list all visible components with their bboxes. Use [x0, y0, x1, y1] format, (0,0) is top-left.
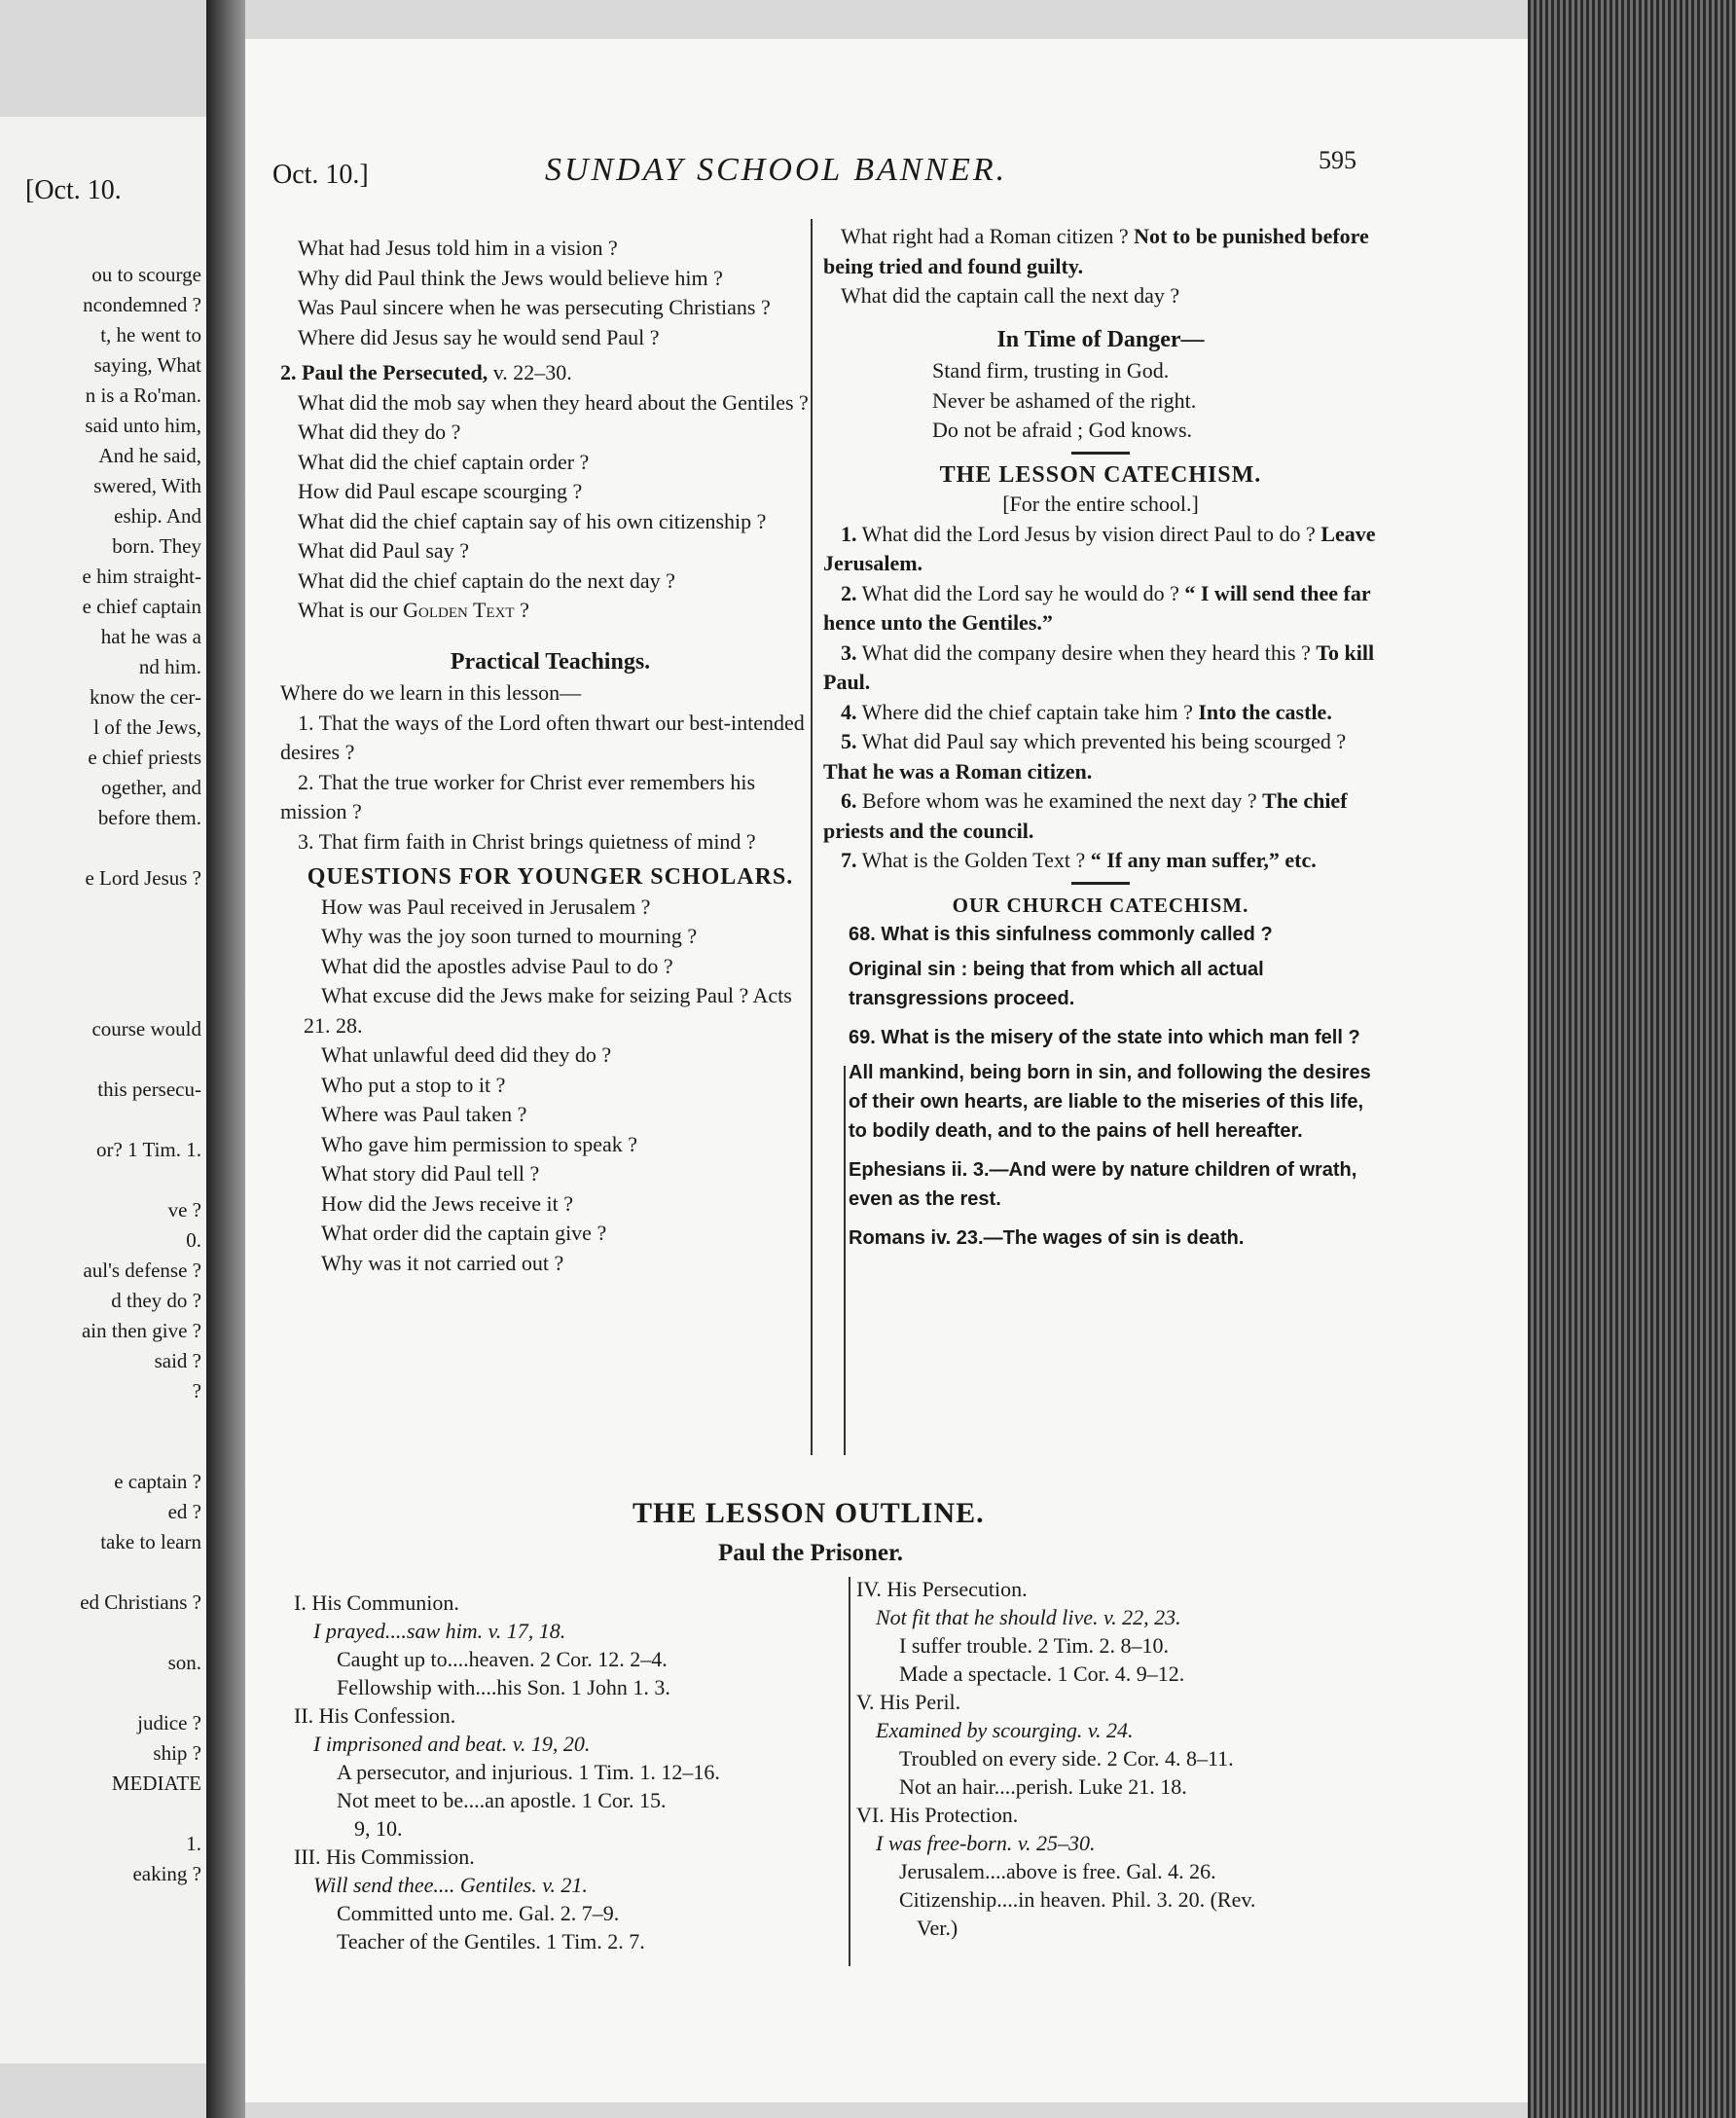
previous-page-line: And he said,: [98, 444, 201, 467]
right-question-1: [823, 222, 1378, 281]
book-gutter: [206, 0, 245, 2118]
outline-entry: Fellowship with....his Son. 1 John 1. 3.: [337, 1675, 670, 1699]
outline-subtitle: Paul the Prisoner.: [718, 1540, 904, 1566]
question: 3. That firm faith in Christ brings quietness of mind ?: [298, 828, 756, 854]
outline-entry: I was free-born. v. 25–30.: [876, 1831, 1096, 1855]
previous-page-line: n is a Ro'man.: [85, 383, 201, 407]
previous-page-line: saying, What: [93, 353, 201, 377]
previous-page-line: 1.: [186, 1832, 201, 1855]
previous-page-line: before them.: [97, 806, 201, 829]
catechism-number: 7.: [841, 848, 857, 872]
previous-page-line: aul's defense ?: [83, 1259, 201, 1282]
outline-entry: III. His Commission.: [294, 1844, 475, 1869]
catechism-number: 6.: [841, 788, 857, 813]
danger-lines: [823, 356, 1378, 446]
church-catechism: [823, 920, 1378, 1253]
outline-right: [856, 1575, 1401, 1942]
question: Who gave him permission to speak ?: [321, 1131, 638, 1156]
catechism-question: What did the Lord say he would do ?: [861, 580, 1179, 605]
question: Who put a stop to it ?: [321, 1072, 506, 1097]
previous-page-line: 0.: [186, 1228, 201, 1252]
catechism-item: [823, 846, 1378, 876]
intro-questions: [280, 234, 820, 352]
previous-page-line: ed Christians ?: [80, 1590, 201, 1614]
previous-page-line: son.: [167, 1651, 201, 1674]
outline-entry: Teacher of the Gentiles. 1 Tim. 2. 7.: [337, 1929, 645, 1954]
header-title: SUNDAY SCHOOL BANNER.: [545, 152, 1008, 188]
outline-entry: I. His Communion.: [294, 1590, 459, 1615]
catechism-question: What did the company desire when they heard this ?: [861, 639, 1311, 665]
question: How did Paul escape scourging ?: [298, 479, 583, 503]
outline-entry: Made a spectacle. 1 Cor. 4. 9–12.: [899, 1662, 1185, 1686]
catechism-sub: [For the entire school.]: [1002, 492, 1199, 516]
question: What did the chief captain say of his own citizenship ?: [298, 508, 767, 533]
outline-entry: Not meet to be....an apostle. 1 Cor. 15.: [337, 1788, 667, 1812]
outline-title: THE LESSON OUTLINE.: [633, 1497, 985, 1529]
question: What did the chief captain order ?: [298, 449, 590, 474]
catechism-list: [823, 520, 1378, 876]
question: What did they do ?: [298, 420, 461, 444]
outline-entry: II. His Confession.: [294, 1703, 456, 1728]
previous-page-line: nd him.: [138, 655, 201, 678]
previous-page-line: l of the Jews,: [93, 715, 201, 739]
outline-entry: I suffer trouble. 2 Tim. 2. 8–10.: [899, 1633, 1170, 1658]
outline-left: [294, 1588, 849, 1955]
catechism-number: 5.: [841, 729, 857, 753]
younger-title: QUESTIONS FOR YOUNGER SCHOLARS.: [307, 864, 794, 890]
golden-text-question: [280, 596, 820, 626]
catechism-number: 4.: [841, 699, 857, 724]
catechism-item: [823, 639, 1378, 698]
section-2-heading: [280, 358, 820, 388]
catechism-item: [823, 579, 1378, 639]
catechism-number: 2.: [841, 580, 857, 605]
question: What did the chief captain do the next day ?: [298, 567, 675, 593]
question: Why was it not carried out ?: [321, 1250, 564, 1275]
question: What story did Paul tell ?: [321, 1161, 540, 1186]
outline-entry: Not fit that he should live. v. 22, 23.: [876, 1605, 1181, 1629]
previous-page-line: ?: [192, 1379, 201, 1403]
question: Why did Paul think the Jews would believe him ?: [298, 265, 723, 290]
practical-intro: Where do we learn in this lesson—: [280, 680, 582, 705]
catechism-question: Before whom was he examined the next day ?: [862, 788, 1257, 813]
previous-page-line: ain then give ?: [81, 1319, 201, 1342]
question: What did the apostles advise Paul to do ?: [321, 953, 673, 978]
previous-page-line: ncondemned ?: [83, 293, 201, 316]
previous-page-line: ve ?: [167, 1198, 201, 1222]
section-2-ref: v. 22–30.: [492, 360, 572, 384]
catechism-item: [823, 520, 1378, 579]
outline-entry: V. His Peril.: [856, 1690, 961, 1714]
previous-page-line: e captain ?: [114, 1470, 201, 1493]
younger-questions: [280, 893, 820, 1279]
question: What had Jesus told him in a vision ?: [298, 236, 618, 260]
catechism-question: What did the Lord Jesus by vision direct Paul to do ?: [861, 521, 1316, 546]
outline-entry: Troubled on every side. 2 Cor. 4. 8–11.: [899, 1746, 1234, 1771]
catechism-number: 1.: [841, 521, 857, 546]
catechism-item: [823, 727, 1378, 786]
catechism-item: [823, 698, 1378, 728]
section-2-questions: [280, 388, 820, 597]
previous-page-line: MEDIATE: [111, 1771, 201, 1795]
previous-page-line: ou to scourge: [91, 263, 201, 286]
left-column: [280, 234, 820, 1278]
previous-page-line: know the cer-: [89, 685, 201, 709]
outline-entry: Not an hair....perish. Luke 21. 18.: [899, 1774, 1187, 1799]
catechism-answer: “ If any man suffer,” etc.: [1090, 848, 1317, 872]
c69-answer: All mankind, being born in sin, and following the desires of their own hearts, are liable to the miseries of this life, to bodily death, and to the pains of hell hereafter.: [849, 1062, 1371, 1142]
golden-text-label: Golden Text ?: [403, 598, 529, 622]
previous-page-header: [Oct. 10.: [25, 175, 122, 205]
previous-page-line: hat he was a: [100, 625, 201, 648]
question: How did the Jews receive it ?: [321, 1190, 574, 1216]
outline-entry: Jerusalem....above is free. Gal. 4. 26.: [899, 1859, 1216, 1883]
catechism-number: 3.: [841, 639, 857, 665]
catechism-title: THE LESSON CATECHISM.: [939, 461, 1262, 488]
section-2-title: 2. Paul the Persecuted,: [280, 360, 488, 384]
catechism-question: What is the Golden Text ?: [861, 848, 1086, 872]
catechism-question: What did Paul say which prevented his being scourged ?: [861, 729, 1347, 753]
page-number: 595: [1319, 146, 1356, 174]
page-edges: [1528, 0, 1736, 2118]
outline-entry: VI. His Protection.: [856, 1803, 1019, 1827]
right-question-2: What did the captain call the next day ?: [841, 283, 1180, 308]
question: What did Paul say ?: [298, 538, 469, 563]
outline-entry: I imprisoned and beat. v. 19, 20.: [313, 1732, 591, 1756]
question: Never be ashamed of the right.: [932, 387, 1197, 413]
previous-page-line: e Lord Jesus ?: [85, 866, 201, 890]
header-date: Oct. 10.]: [272, 160, 369, 190]
previous-page-line: ship ?: [153, 1741, 201, 1765]
catechism-item: [823, 786, 1378, 846]
romans-ref: Romans iv. 23.—The wages of sin is death.: [849, 1227, 1245, 1249]
previous-page-line: t, he went to: [100, 323, 201, 347]
question: Where did Jesus say he would send Paul ?: [298, 324, 660, 349]
question: Where was Paul taken ?: [321, 1102, 527, 1126]
catechism-answer: Leave Jerusalem.: [823, 521, 1376, 575]
rule-1: [1071, 452, 1130, 455]
previous-page-line: course would: [91, 1017, 201, 1041]
previous-page-line: said ?: [154, 1349, 201, 1372]
previous-page-line: d they do ?: [111, 1289, 201, 1312]
danger-title: In Time of Danger—: [996, 326, 1205, 352]
previous-page-line: swered, With: [93, 474, 201, 497]
rule-2: [1071, 882, 1130, 885]
previous-page-line: ogether, and: [101, 776, 201, 799]
outline-entry: Examined by scourging. v. 24.: [876, 1718, 1134, 1742]
catechism-answer: “ I will send thee far hence unto the Gentiles.”: [823, 580, 1371, 635]
outline-entry: A persecutor, and injurious. 1 Tim. 1. 12–16.: [337, 1760, 720, 1784]
previous-page-line: ed ?: [167, 1500, 201, 1523]
outline-entry: Committed unto me. Gal. 2. 7–9.: [337, 1901, 620, 1925]
catechism-answer: Into the castle.: [1198, 699, 1332, 724]
previous-page-line: eship. And: [114, 504, 201, 528]
question: 2. That the true worker for Christ ever remembers his mission ?: [280, 769, 756, 823]
previous-page-line: judice ?: [137, 1711, 201, 1735]
c69-question: 69. What is the misery of the state into which man fell ?: [849, 1027, 1360, 1048]
previous-page-line: said unto him,: [85, 414, 201, 437]
outline-entry: IV. His Persecution.: [856, 1577, 1028, 1601]
outline-entry: I prayed....saw him. v. 17, 18.: [313, 1619, 566, 1643]
outline-entry: Caught up to....heaven. 2 Cor. 12. 2–4.: [337, 1647, 668, 1671]
golden-text-prefix: What is our: [298, 598, 398, 622]
previous-page-line: or? 1 Tim. 1.: [96, 1138, 201, 1161]
question: What did the mob say when they heard about the Gentiles ?: [298, 389, 809, 415]
outline-divider: [849, 1577, 850, 1966]
question: Was Paul sincere when he was persecuting Christians ?: [298, 295, 771, 319]
question: What unlawful deed did they do ?: [321, 1042, 612, 1067]
outline-entry: Ver.): [917, 1916, 958, 1940]
previous-page-line: eaking ?: [132, 1862, 201, 1885]
catechism-answer: The chief priests and the council.: [823, 788, 1348, 843]
outline-entry: Will send thee.... Gentiles. v. 21.: [313, 1873, 588, 1897]
previous-page-line: take to learn: [100, 1530, 201, 1553]
outline-entry: 9, 10.: [354, 1816, 403, 1841]
question: How was Paul received in Jerusalem ?: [321, 894, 651, 919]
catechism-answer: That he was a Roman citizen.: [823, 758, 1093, 784]
previous-page: [0, 117, 209, 2063]
answer-text: Not to be punished before being tried and found guilty.: [823, 224, 1369, 278]
c68-question: 68. What is this sinfulness commonly called ?: [849, 924, 1273, 945]
previous-page-line: e chief priests: [88, 746, 201, 769]
question: Stand firm, trusting in God.: [932, 358, 1170, 383]
practical-items: [280, 709, 820, 858]
question: Do not be afraid ; God knows.: [932, 418, 1193, 442]
church-catechism-title: OUR CHURCH CATECHISM.: [952, 893, 1249, 917]
right-column: [823, 222, 1378, 1253]
c68-answer: Original sin : being that from which all actual transgressions proceed.: [849, 959, 1264, 1009]
previous-page-line: e him straight-: [82, 565, 201, 588]
previous-page-line: e chief captain: [82, 595, 201, 618]
catechism-answer: To kill Paul.: [823, 639, 1375, 694]
question: What order did the captain give ?: [321, 1221, 607, 1245]
ephesians-ref: Ephesians ii. 3.—And were by nature children of wrath, even as the rest.: [849, 1159, 1357, 1210]
previous-page-line: this persecu-: [97, 1077, 201, 1101]
question: 1. That the ways of the Lord often thwart our best-intended desires ?: [280, 710, 805, 764]
question-text: What right had a Roman citizen ?: [841, 224, 1129, 248]
catechism-question: Where did the chief captain take him ?: [861, 699, 1193, 724]
question: What excuse did the Jews make for seizing Paul ? Acts 21. 28.: [304, 983, 792, 1038]
question: Why was the joy soon turned to mourning ?: [321, 924, 698, 948]
previous-page-line: born. They: [112, 534, 201, 558]
outline-entry: Citizenship....in heaven. Phil. 3. 20. (Rev.: [899, 1887, 1256, 1912]
practical-title: Practical Teachings.: [450, 648, 651, 675]
